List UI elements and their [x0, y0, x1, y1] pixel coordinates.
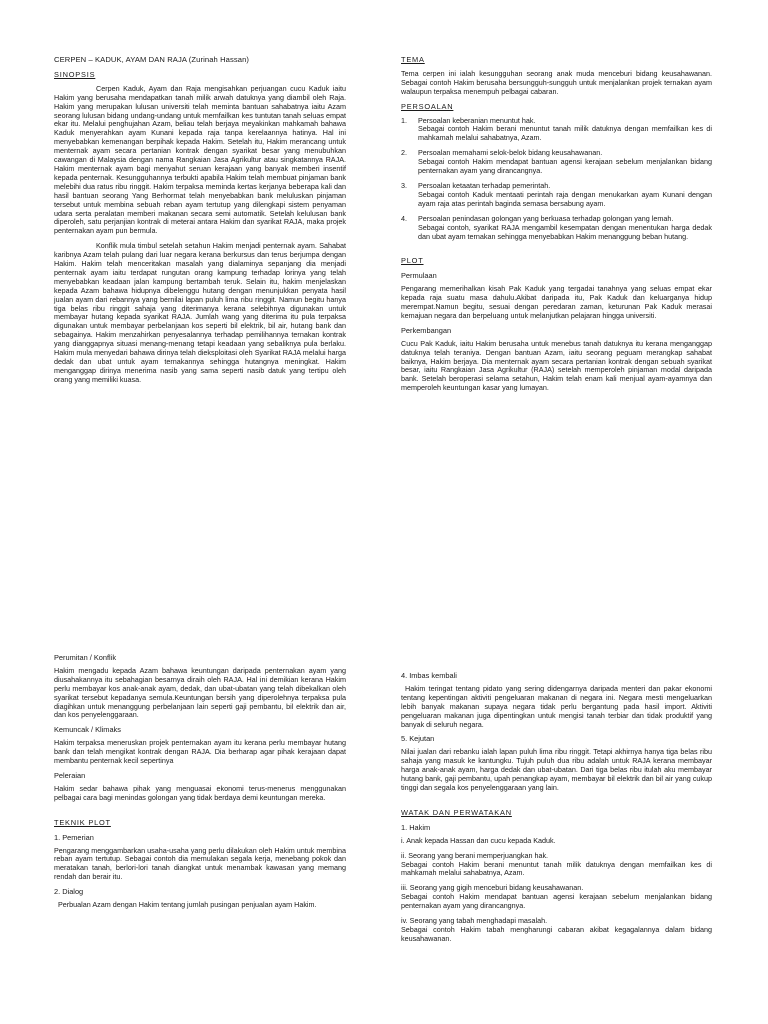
perkembangan-label: Perkembangan [401, 325, 452, 335]
pemerian-label: 1. Pemerian [54, 832, 94, 842]
watak-name: 1. Hakim [401, 822, 431, 832]
sinopsis-heading: SINOPSIS [54, 69, 96, 79]
watak-item [401, 852, 712, 879]
persoalan-example: Sebagai contoh Hakim berani menuntut tanah milik datuknya dengan memfailkan kes di mahkamah melalui sahabatnya, Azam. [418, 124, 712, 143]
pemerian-text: Pengarang menggambarkan usaha-usaha yang perlu dilakukan oleh Hakim untuk membina reban ayam tertutup. Sebagai contoh dia memulakan segala kerja, menebang pokok dan meratakan tanah, berlori-lori tanah diangkat untuk menambak kawasan yang memang rendah dan berair itu. [54, 845, 346, 882]
document-title: CERPEN – KADUK, AYAM DAN RAJA (Zurinah Hassan) [54, 55, 250, 64]
teknik-plot-heading: TEKNIK PLOT [54, 817, 111, 827]
watak-title: i. Anak kepada Hassan dan cucu kepada Kaduk. [401, 835, 556, 845]
persoalan-item: 4. Persoalan penindasan golongan yang berkuasa terhadap golongan yang lemah. Sebagai contoh, syarikat RAJA mengambil kesempatan dengan menentukan harga dedak dan ubat ayam ternakan sehingga menyebabkan Hakim menanggung beban hutang. [401, 213, 712, 241]
imbas-kembali-label: 4. Imbas kembali [401, 671, 457, 680]
persoalan-heading: PERSOALAN [401, 101, 454, 111]
tema-heading: TEMA [401, 55, 425, 64]
watak-example: Sebagai contoh Hakim tabah mengharungi cabaran akibat kegagalannya dalam bidang keusahawanan. [401, 924, 712, 943]
permulaan-label: Permulaan [401, 271, 437, 281]
konflik-text: Hakim mengadu kepada Azam bahawa keuntungan daripada penternakan ayam yang diusahakannya itu sebahagian besarnya diraih oleh RAJA. Hal ini demikian kerana Hakim perlu membayar kos anak-anak ayam, dedak, dan ubat-ubatan yang telah dibekalkan oleh syarikat tersebut kepadanya semula.Keuntungan bersih yang diperolehnya terpaksa pula diagihkan untuk menanggung perbelanjaan lain seperti gaji pembantu, bil elektrik dan air, dan kos penyelenggaraan. [54, 665, 346, 720]
persoalan-example: Sebagai contoh Kaduk mentaati perintah raja dengan menukarkan ayam Kunani dengan ayam raja atas perintah baginda semasa bersabung ayam. [418, 189, 712, 208]
left-column-bottom [54, 648, 346, 916]
right-column-bottom [401, 666, 712, 950]
watak-title: iv. Seorang yang tabah menghadapi masalah. [401, 916, 548, 926]
watak-item [401, 884, 712, 911]
konflik-label: Perumitan / Konflik [54, 653, 117, 662]
peleraian-label: Peleraian [54, 770, 86, 780]
klimaks-text: Hakim terpaksa meneruskan projek penternakan ayam itu kerana perlu membayar hutang bank dan telah mengikat kontrak dengan RAJA. Dia berharap agar pihak kerajaan dapat membantu penternak kecil sepertinya [54, 738, 346, 766]
persoalan-title: Persoalan keberanian menuntut hak. [418, 115, 536, 125]
watak-title: iii. Seorang yang gigih menceburi bidang keusahawanan. [401, 883, 584, 893]
watak-item [401, 917, 712, 944]
watak-title: ii. Seorang yang berani memperjuangkan hak. [401, 850, 549, 860]
watak-example: Sebagai contoh Hakim mendapat bantuan agensi kerajaan sebelum menjalankan bidang penternakan ayam yang dirancangnya. [401, 892, 712, 911]
persoalan-item: 3. Persoalan ketaatan terhadap pemerintah. Sebagai contoh Kaduk mentaati perintah raja dengan menukarkan ayam Kunani dengan ayam raja atas perintah baginda semasa bersabung ayam. [401, 180, 712, 208]
persoalan-item: 2. Persoalan memahami selok-belok bidang keusahawanan. Sebagai contoh Hakim mendapat bantuan agensi kerajaan sebelum menjalankan bidang penternakan ayam yang dirancangnya. [401, 148, 712, 176]
persoalan-example: Sebagai contoh, syarikat RAJA mengambil kesempatan dengan menentukan harga dedak dan ubat ayam ternakan sehingga menyebabkan Hakim menanggung beban hutang. [418, 222, 712, 241]
persoalan-title: Persoalan penindasan golongan yang berkuasa terhadap golongan yang lemah. [418, 213, 674, 223]
sinopsis-paragraph-2: Konflik mula timbul setelah setahun Hakim menjadi penternak ayam. Sahabat karibnya Azam telah pulang dari luar negara kerana berkursus dan terus berjumpa dengan Hakim. Hakim telah menceritakan masalah yang dialaminya sepanjang dia menjadi penternak ayam iaitu terdapat rungutan orang kampung terhadap lorinya yang telah menyebabkan keadaan jalan kampung bertambah teruk. Selain itu, hakim menjelaskan kepada Azam bahawa hidupnya dibelenggu hutang dengan menunjukkan penyata hasil jualan ayam dari rebannya yang bernilai lapan puluh lima ribu ringgit. Namun begitu hanya tiga belas ribu ringgit sahaja yang diterimanya kerana selebihnya digunakan untuk membayar hutang kepada syarikat RAJA. Jumlah wang yang diterima itu pula terpaksa digunakan untuk membayar perbelanjaan kos seperti bil elektrik, bil air, hutang bank dan sebagainya. Hakim menzahirkan penyesalannya terhadap pemilihannya ternakan kontrak yang dianggapnya situasi menang-menang tetapi keadaan yang sebaliknya pula berlaku. Hakim mula menyedari bahawa dirinya telah dieksploitasi oleh Syarikat RAJA melalui harga dedak dan ubat untuk ayam ternakannya sehingga hutangnya meningkat. Hakim menganggap dirinya menerima nasib yang sama seperti nasib datuk yang tertipu oleh orang yang memiliki kuasa. [54, 241, 346, 384]
watak-item [401, 837, 712, 846]
perkembangan-text: Cucu Pak Kaduk, iaitu Hakim berusaha untuk menebus tanah datuknya itu kerana menganggap datuknya telah teraniya. Dengan bantuan Azam, iaitu seorang peguam merangkap sahabat baiknya, Hakim berjaya. Dia menternak ayam secara pertanian kontrak dengan sebuah syarikat besar, iaitu Rangkaian Jasa Agrikultur (RAJA) setelah memperoleh pinjaman modal daripada bank. Setelah beroperasi selama setahun, Hakim telah enam kali menjual ayam-ayamnya dan memperoleh keuntungan kasar yang lumayan. [401, 338, 712, 393]
watak-example: Sebagai contoh Hakim berani menuntut tanah milik datuknya dengan memfailkan kes di mahkamah melalui sahabatnya, Azam. [401, 859, 712, 878]
right-column-top [401, 56, 712, 399]
peleraian-text: Hakim sedar bahawa pihak yang menguasai ekonomi terus-menerus menggunakan pelbagai cara bagi menindas golongan yang tidak berdaya demi keuntungan mereka. [54, 783, 346, 802]
imbas-kembali-text: Hakim teringat tentang pidato yang sering didengarnya daripada menteri dan pakar ekonomi tentang kepentingan aktiviti pengeluaran makanan di negara ini. Negara mesti mengeluarkan lebih banyak makanan supaya negara tidak perlu bergantung pada hasil import. Aktiviti pengeluaran makanan juga dipentingkan untuk mengisi tanah terbiar dan tidak produktif yang banyak di seluruh negara. [401, 683, 712, 729]
left-column-top [54, 56, 346, 391]
plot-heading: PLOT [401, 256, 424, 266]
dialog-text: Perbualan Azam dengan Hakim tentang jumlah pusingan penjualan ayam Hakim. [58, 900, 317, 910]
sinopsis-paragraph-1: Cerpen Kaduk, Ayam dan Raja mengisahkan perjuangan cucu Kaduk iaitu Hakim yang berusaha mendapatkan tanah milik arwah datuknya yang diambil oleh Raja. Hakim yang merupakan lulusan universiti telah meminta bantuan sahabatnya iaitu Azam seorang lulusan bidang undang-undang untuk memfailkan kes tuntutan tanah seluas empat ekar itu. Melalui penghujahan Azam, beliau telah berjaya meyakinkan mahkamah bahawa Kaduk menyerahkan ayam Kunani kepada raja tanpa kerelaannya hatinya. Hal ini menyebabkan kemenangan berpihak kepada Hakim. Setelah itu, Hakim merancang untuk menternak ayam secara pertanian kontrak dengan syarikat besar yang menubuhkan cawangan di Malaysia dengan nama Rangkaian Jasa Agrikultur atau singkatannya RAJA. Hakim menternak ayam bagi menyahut seruan kerajaan yang banyak memberi insentif kepada penternak. Kesungguhannya terbukti apabila Hakim telah membuat pinjaman bank melebihi dua ratus ribu ringgit. Hakim terpaksa meminda kertas kerjanya beberapa kali dan hasil bantuan seorang Yang Berhormat telah menyebabkan bank meluluskan pinjaman tersebut untuk membina sebuah reban ayam tertutup yang dilengkapi sistem penyaman udara serta peralatan memberi makanan secara semi automatik. Setelah kelulusan bank diperoleh, satu perjanjian kontrak di meterai antara Hakim dan syarikat RAJA, maka projek penternakan ayam pun bermula. [54, 83, 346, 236]
permulaan-text: Pengarang memerihalkan kisah Pak Kaduk yang tergadai tanahnya yang seluas empat ekar kepada raja suatu masa dahulu.Akibat daripada itu, Pak Kaduk dan keluarganya hidup merempat.Namun begitu, sesuai dengan peredaran zaman, keturunan Pak Kaduk merasai kemajuan negara dan berpeluang untuk melanjutkan pelajaran hingga universiti. [401, 284, 712, 320]
persoalan-list [401, 117, 712, 242]
watak-heading: WATAK DAN PERWATAKAN [401, 807, 512, 817]
klimaks-label: Kemuncak / Klimaks [54, 725, 121, 735]
persoalan-title: Persoalan ketaatan terhadap pemerintah. [418, 180, 551, 190]
persoalan-example: Sebagai contoh Hakim mendapat bantuan agensi kerajaan sebelum menjalankan bidang penternakan ayam yang dirancangnya. [418, 157, 712, 176]
kejutan-label: 5. Kejutan [401, 734, 435, 744]
tema-text: Tema cerpen ini ialah kesungguhan seorang anak muda menceburi bidang keusahawanan. Sebagai contoh Hakim berusaha bersungguh-sungguh untuk menjalankan projek ternakan ayam walaupun terpaksa menempuh pelbagai cabaran. [401, 68, 712, 96]
persoalan-title: Persoalan memahami selok-belok bidang keusahawanan. [418, 148, 603, 158]
dialog-label: 2. Dialog [54, 887, 84, 897]
kejutan-text: Nilai jualan dari rebanku ialah lapan puluh lima ribu ringgit. Tetapi akhirnya hanya tiga belas ribu sahaja yang masuk ke kantungku. Tujuh puluh dua ribu adalah untuk RAJA kerana membayar harga anak-anak ayam, harga dedak dan ubat-ubatan. Dari tiga belas ribu itulah aku membayar hutang bank, gaji pembantu, upah penangkap ayam, membayar bil elektrik dan bil air yang cukup tinggi dan segala kos penyelenggaraan yang lain. [401, 747, 712, 792]
persoalan-item: 1. Persoalan keberanian menuntut hak. Sebagai contoh Hakim berani menuntut tanah milik datuknya dengan memfailkan kes di mahkamah melalui sahabatnya, Azam. [401, 115, 712, 143]
